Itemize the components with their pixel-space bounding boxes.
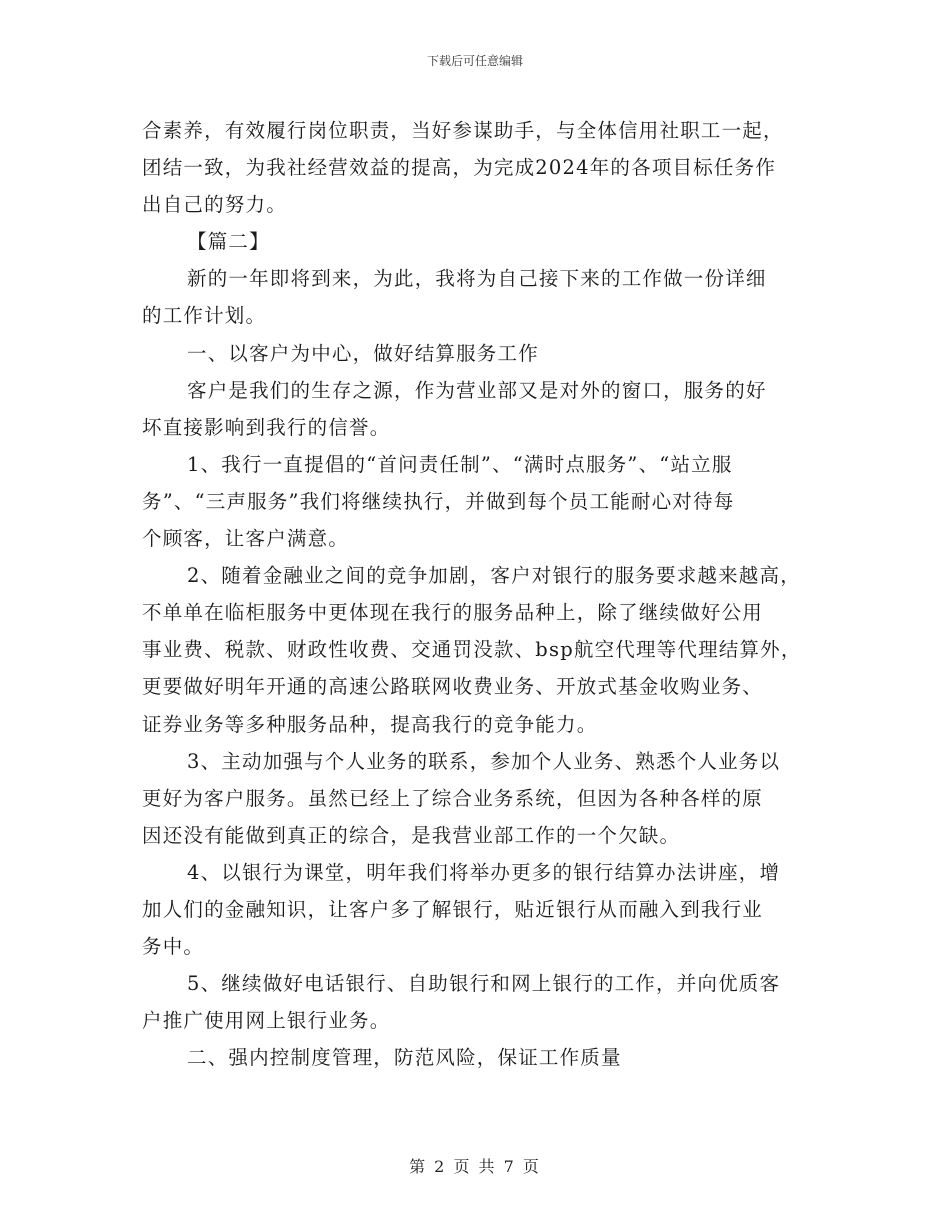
text-line: 更好为客户服务。虽然已经上了综合业务系统，但因为各种各样的原 (142, 786, 764, 810)
text-line: 3、主动加强与个人业务的联系，参加个人业务、熟悉个人业务以 (187, 749, 781, 773)
text-line: 务中。 (142, 935, 205, 959)
text-line: 证券业务等多种服务品种，提高我行的竞争能力。 (142, 712, 598, 736)
text-line: 2、随着金融业之间的竞争加剧，客户对银行的服务要求越来越高， (187, 564, 801, 588)
text-line: 因还没有能做到真正的综合，是我营业部工作的一个欠缺。 (142, 823, 681, 847)
text-line: 事业费、税款、财政性收费、交通罚没款、bsp航空代理等代理结算外， (142, 638, 802, 662)
document-body (142, 112, 832, 1076)
page-footer: 第 2 页 共 7 页 (409, 1157, 541, 1176)
section-heading: 二、强内控制度管理，防范风险，保证工作质量 (187, 1046, 622, 1070)
text-line: 团结一致，为我社经营效益的提高，为完成2024年的各项目标任务作 (142, 156, 777, 180)
page-header: 下载后可任意编辑 (426, 54, 523, 68)
text-line: 新的一年即将到来，为此，我将为自己接下来的工作做一份详细 (187, 267, 767, 291)
text-line: 出自己的努力。 (142, 193, 287, 217)
text-line: 个顾客，让客户满意。 (142, 527, 350, 551)
text-line: 5、继续做好电话银行、自助银行和网上银行的工作，并向优质客 (187, 972, 781, 996)
text-line: 不单单在临柜服务中更体现在我行的服务品种上，除了继续做好公用 (142, 601, 764, 625)
text-line: 的工作计划。 (142, 304, 267, 328)
text-line: 客户是我们的生存之源，作为营业部又是对外的窗口，服务的好 (187, 378, 767, 402)
section-heading: 【篇二】 (187, 230, 270, 254)
text-line: 1、我行一直提倡的“首问责任制”、“满时点服务”、“站立服 (187, 452, 733, 476)
text-line: 户推广使用网上银行业务。 (142, 1009, 391, 1033)
text-line: 4、以银行为课堂，明年我们将举办更多的银行结算办法讲座，增 (187, 860, 781, 884)
text-line: 务”、“三声服务”我们将继续执行，并做到每个员工能耐心对待每 (142, 489, 735, 513)
section-heading: 一、以客户为中心，做好结算服务工作 (187, 341, 539, 365)
text-line: 坏直接影响到我行的信誉。 (142, 415, 391, 439)
text-line: 更要做好明年开通的高速公路联网收费业务、开放式基金收购业务、 (142, 675, 764, 699)
text-line: 合素养，有效履行岗位职责，当好参谋助手，与全体信用社职工一起， (142, 119, 784, 142)
text-line: 加人们的金融知识，让客户多了解银行，贴近银行从而融入到我行业 (142, 897, 764, 921)
